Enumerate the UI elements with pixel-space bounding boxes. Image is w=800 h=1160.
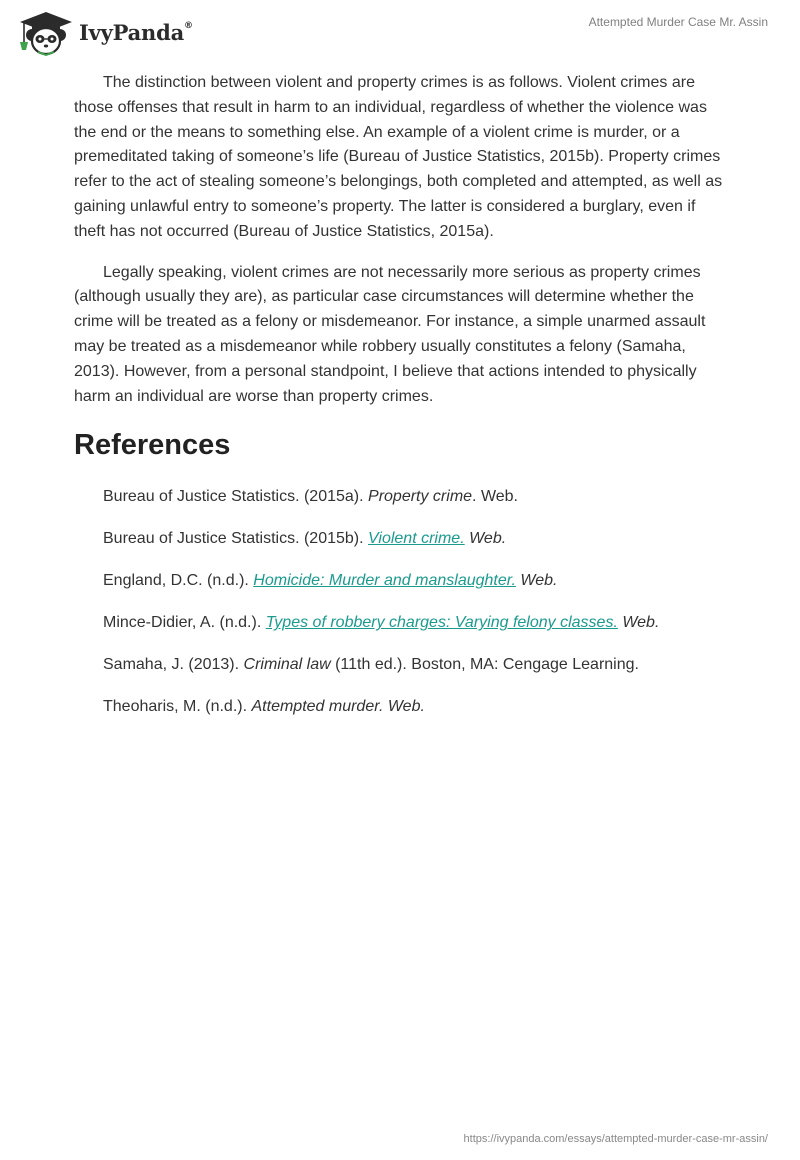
reference-link[interactable]: Homicide: Murder and manslaughter. (253, 572, 516, 590)
reference-item: Bureau of Justice Statistics. (2015b). Violent crime. Web. (103, 530, 507, 548)
panda-graduate-icon (16, 8, 74, 56)
reference-item: England, D.C. (n.d.). Homicide: Murder and manslaughter. Web. (103, 572, 558, 590)
reference-link[interactable]: Types of robbery charges: Varying felony classes. (265, 614, 618, 632)
reference-item: Samaha, J. (2013). Criminal law (11th ed.). Boston, MA: Cengage Learning. (103, 656, 639, 674)
reference-item: Mince-Didier, A. (n.d.). Types of robbery charges: Varying felony classes. Web. (103, 614, 660, 632)
footer-url: https://ivypanda.com/essays/attempted-murder-case-mr-assin/ (463, 1133, 768, 1145)
body-paragraph: The distinction between violent and property crimes is as follows. Violent crimes are those offenses that result in harm to an individual, regardless of whether the violence was the end or the means to something else. An example of a violent crime is murder, or a premeditated taking of someone’s life (Bureau of Justice Statistics, 2015b). Property crimes refer to the act of stealing someone’s belongings, both completed and attempted, as well as gaining unlawful entry to someone’s property. The latter is considered a burglary, even if theft has not occurred (Bureau of Justice Statistics, 2015a). (74, 74, 723, 240)
body-paragraph: Legally speaking, violent crimes are not necessarily more serious as property crimes (although usually they are), as particular case circumstances will determine whether the crime will be treated as a felony or misdemeanor. For instance, a simple unarmed assault may be treated as a misdemeanor while robbery usually constitutes a felony (Samaha, 2013). However, from a personal standpoint, I believe that actions intended to physically harm an individual are worse than property crimes. (74, 263, 706, 405)
essay-content (74, 71, 726, 739)
reference-item: Bureau of Justice Statistics. (2015a). Property crime. Web. (103, 488, 518, 506)
ivypanda-logo[interactable] (16, 8, 193, 56)
brand-name: IvyPanda® (79, 19, 193, 45)
reference-title: Attempted murder. Web. (251, 698, 425, 716)
references-list (74, 487, 726, 717)
references-heading: References (74, 429, 231, 462)
registered-mark: ® (184, 20, 193, 31)
reference-link[interactable]: Violent crime. (368, 530, 465, 548)
reference-title: Criminal law (243, 656, 331, 674)
page-header (0, 0, 800, 60)
reference-title: Property crime (368, 488, 473, 506)
reference-item: Theoharis, M. (n.d.). Attempted murder. Web. (103, 698, 425, 716)
document-title: Attempted Murder Case Mr. Assin (588, 15, 768, 29)
